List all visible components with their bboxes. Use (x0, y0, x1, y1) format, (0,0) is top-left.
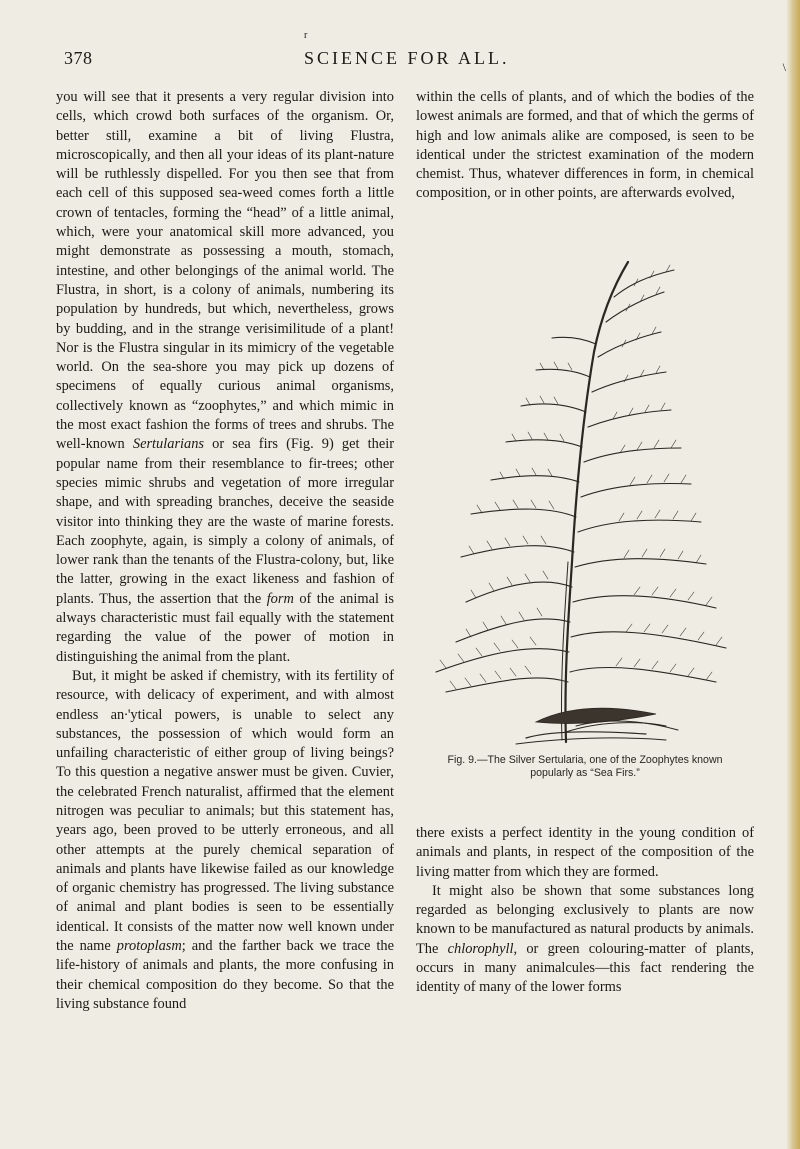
right-column-top (416, 88, 754, 204)
stray-mark-top: r (304, 30, 308, 41)
right-column-bottom (416, 824, 754, 998)
left-column (56, 88, 394, 1014)
paragraph-continued: within the cells of plants, and of which the bodies of the lowest animals are formed, and that of which the germs of high and low animals alike are composed, is seen to be identical under the strictest examination of the modern chemist. Thus, whatever differences in form, in chemical composition, or in other points, are afterwards evolved, (416, 89, 754, 202)
figure-sertularia-illustration (416, 252, 754, 752)
paragraph-2 (56, 667, 394, 1014)
text-span: ; and the farther back we trace the life-history of animals and plants, the more confusing in their chemical composition do they become. So that the living substance found (56, 938, 394, 1012)
paragraph-3: there exists a perfect identity in the young condition of animals and plants, in respect of the composition of the living matter from which they are formed. (416, 825, 754, 880)
italic-term-chlorophyll: chlorophyll (447, 940, 514, 957)
text-span: you will see that it presents a very regular division into cells, which crowd both surfaces of the organism. Or, better still, examine a bit of living Flustra, microscopically, and then all your ideas of its plant-nature will be ruthlessly dispelled. For you then see that from each cell of this supposed sea-weed comes forth a little crown of tentacles, forming the “head” of a little animal, which, were your anatomical skill more advanced, you might demonstrate as possessing a mouth, stomach, intestine, and other belongings of the animal world. The Flustra, in short, is a colony of animals, numbering its population by hundreds, but which, nevertheless, grows by budding, and in the strange verisimilitude of a plant! Nor is the Flustra singular in its mimicry of the vegetable world. On the sea-shore you may pick up dozens of specimens of equally curious animal organisms, collectively known as “zoophytes,” and which mimic in the most exact fashion the forms of trees and shrubs. The well-known (56, 89, 394, 453)
text-span: But, it might be asked if chemistry, with its fertility of resource, with delicacy of experiment, and with almost endless an∙'ytical powers, is unable to select any substances, the possession of which would form an unfailing characteristic of either group of living beings? To this question a negative answer must be given. Cuvier, the celebrated French naturalist, affirmed that the element nitrogen was peculiar to animals; but this statement has, years ago, been proved to be utterly erroneous, and all other attempts at the purely chemical separation of animals and plants have likewise failed as our knowledge of organic chemistry has progressed. The living substance of animal and plant bodies is seen to be essentially identical. It consists of the matter now well known under the name (56, 667, 394, 955)
text-span: , or green colouring-matter of plants, occurs in many animalcules—this fact rendering the identity of many of the lower forms (416, 940, 754, 996)
paragraph-4 (416, 882, 754, 998)
page-header (64, 30, 786, 76)
sea-fir-engraving (416, 252, 754, 752)
text-span: or sea firs (Fig. 9) get their popular name from their resemblance to fir-trees; other species mimic shrubs and vegetation of more irregular shape, and with spreading branches, deceive the seaside visitor into thinking they are the waste of marine forests. Each zoophyte, again, is simply a colony of animals, of lower rank than the tenants of the Flustra-colony, but, like the latter, growing in the exact likeness and fashion of plants. Thus, the assertion that the (56, 436, 394, 607)
running-title: SCIENCE FOR ALL. (304, 48, 510, 68)
italic-term-sertularians: Sertularians (132, 436, 205, 453)
caption-line-1: Fig. 9.—The Silver Sertularia, one of the Zoophytes known (447, 754, 723, 766)
page-edge-shadow (786, 0, 800, 1149)
italic-term-form: form (266, 590, 294, 607)
page-number: 378 (64, 48, 93, 68)
stray-mark-right: \ (782, 60, 786, 74)
text-span: It might also be shown that some substances long regarded as belonging exclusively to plants are now known to be manufactured as natural products by animals. The (416, 882, 754, 957)
figure-caption (416, 754, 754, 780)
caption-line-2: popularly as “Sea Firs.” (530, 767, 640, 779)
text-span: of the animal is always characteristic must fail equally with the statement regarding the value of the power of motion in distinguishing the animal from the plant. (56, 590, 394, 665)
italic-term-protoplasm: protoplasm (116, 938, 182, 955)
paragraph-1 (56, 88, 394, 667)
